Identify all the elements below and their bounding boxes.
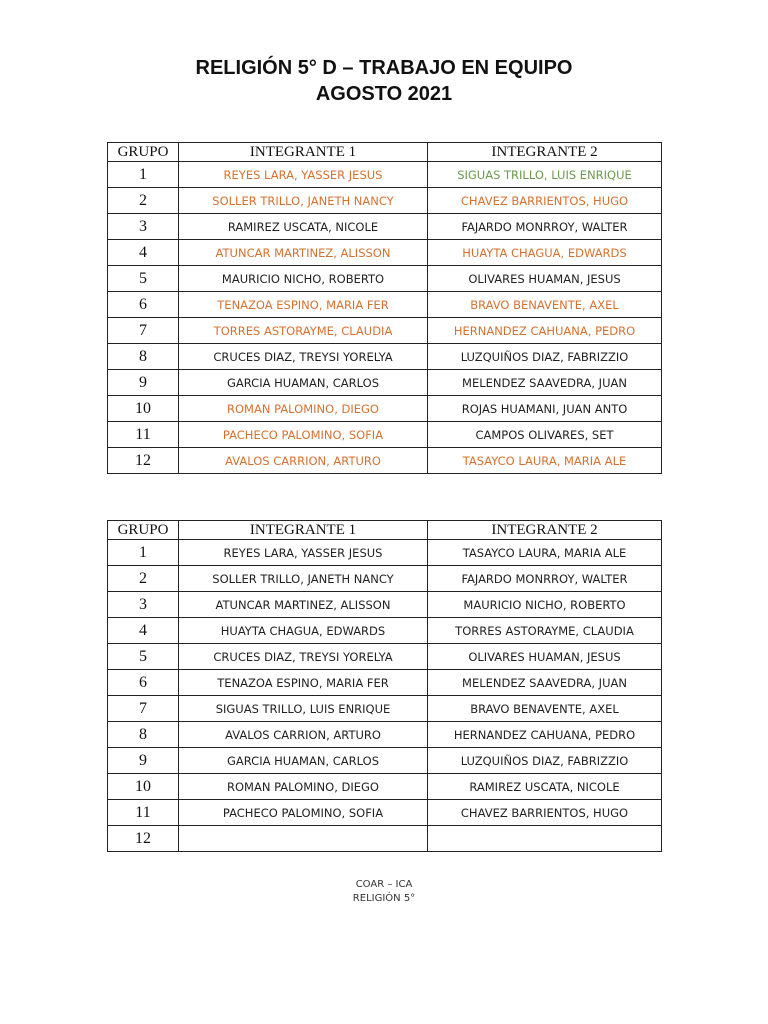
integrante-2-cell: SIGUAS TRILLO, LUIS ENRIQUE bbox=[428, 162, 662, 188]
footer-school: COAR – ICA bbox=[355, 879, 413, 890]
integrante-2-cell: BRAVO BENAVENTE, AXEL bbox=[428, 292, 662, 318]
table-row bbox=[108, 422, 662, 448]
integrante-2-cell: MAURICIO NICHO, ROBERTO bbox=[428, 592, 662, 618]
footer-subject: RELIGIÓN 5° bbox=[352, 893, 416, 904]
table-body bbox=[108, 540, 662, 852]
header-row bbox=[108, 521, 662, 540]
integrante-2-cell bbox=[428, 826, 662, 852]
integrante-1-cell: RAMIREZ USCATA, NICOLE bbox=[179, 214, 428, 240]
integrante-2-cell: HERNANDEZ CAHUANA, PEDRO bbox=[428, 318, 662, 344]
integrante-1-cell: SOLLER TRILLO, JANETH NANCY bbox=[179, 188, 428, 214]
table-row bbox=[108, 214, 662, 240]
group-number-cell: 7 bbox=[108, 318, 179, 344]
integrante-2-cell: ROJAS HUAMANI, JUAN ANTO bbox=[428, 396, 662, 422]
integrante-1-cell: GARCIA HUAMAN, CARLOS bbox=[179, 748, 428, 774]
group-number-cell: 1 bbox=[108, 162, 179, 188]
integrante-1-cell: AVALOS CARRION, ARTURO bbox=[179, 722, 428, 748]
table-row bbox=[108, 774, 662, 800]
integrante-2-cell: TASAYCO LAURA, MARIA ALE bbox=[428, 540, 662, 566]
integrante-1-cell: GARCIA HUAMAN, CARLOS bbox=[179, 370, 428, 396]
table-row bbox=[108, 292, 662, 318]
table-row bbox=[108, 396, 662, 422]
group-number-cell: 10 bbox=[108, 396, 179, 422]
group-number-cell: 9 bbox=[108, 370, 179, 396]
integrante-2-cell: HUAYTA CHAGUA, EDWARDS bbox=[428, 240, 662, 266]
group-number-cell: 8 bbox=[108, 344, 179, 370]
table-row bbox=[108, 748, 662, 774]
group-number-cell: 6 bbox=[108, 292, 179, 318]
integrante-2-cell: CHAVEZ BARRIENTOS, HUGO bbox=[428, 800, 662, 826]
header-integrante-1: INTEGRANTE 1 bbox=[179, 521, 428, 540]
header-integrante-1: INTEGRANTE 1 bbox=[179, 143, 428, 162]
integrante-2-cell: MELENDEZ SAAVEDRA, JUAN bbox=[428, 370, 662, 396]
group-number-cell: 2 bbox=[108, 566, 179, 592]
group-number-cell: 12 bbox=[108, 448, 179, 474]
group-number-cell: 6 bbox=[108, 670, 179, 696]
group-number-cell: 11 bbox=[108, 800, 179, 826]
integrante-2-cell: FAJARDO MONRROY, WALTER bbox=[428, 214, 662, 240]
integrante-1-cell: AVALOS CARRION, ARTURO bbox=[179, 448, 428, 474]
table-row bbox=[108, 266, 662, 292]
integrante-2-cell: BRAVO BENAVENTE, AXEL bbox=[428, 696, 662, 722]
header-grupo: GRUPO bbox=[108, 143, 179, 162]
integrante-2-cell: MELENDEZ SAAVEDRA, JUAN bbox=[428, 670, 662, 696]
document-title: RELIGIÓN 5° D – TRABAJO EN EQUIPO bbox=[195, 57, 573, 79]
integrante-2-cell: CAMPOS OLIVARES, SET bbox=[428, 422, 662, 448]
integrante-1-cell: ATUNCAR MARTINEZ, ALISSON bbox=[179, 240, 428, 266]
table-row bbox=[108, 722, 662, 748]
group-number-cell: 12 bbox=[108, 826, 179, 852]
table-row bbox=[108, 592, 662, 618]
group-number-cell: 9 bbox=[108, 748, 179, 774]
table-row bbox=[108, 696, 662, 722]
table-row bbox=[108, 318, 662, 344]
table-row bbox=[108, 344, 662, 370]
table-row bbox=[108, 162, 662, 188]
header-row bbox=[108, 143, 662, 162]
group-number-cell: 5 bbox=[108, 644, 179, 670]
integrante-1-cell: ROMAN PALOMINO, DIEGO bbox=[179, 774, 428, 800]
group-number-cell: 8 bbox=[108, 722, 179, 748]
integrante-1-cell: MAURICIO NICHO, ROBERTO bbox=[179, 266, 428, 292]
integrante-1-cell bbox=[179, 826, 428, 852]
table-row bbox=[108, 188, 662, 214]
header-grupo: GRUPO bbox=[108, 521, 179, 540]
group-number-cell: 4 bbox=[108, 618, 179, 644]
group-number-cell: 10 bbox=[108, 774, 179, 800]
integrante-2-cell: LUZQUIÑOS DIAZ, FABRIZZIO bbox=[428, 344, 662, 370]
integrante-1-cell: ATUNCAR MARTINEZ, ALISSON bbox=[179, 592, 428, 618]
integrante-1-cell: ROMAN PALOMINO, DIEGO bbox=[179, 396, 428, 422]
integrante-2-cell: TASAYCO LAURA, MARIA ALE bbox=[428, 448, 662, 474]
table-row bbox=[108, 448, 662, 474]
integrante-2-cell: OLIVARES HUAMAN, JESUS bbox=[428, 266, 662, 292]
header-integrante-2: INTEGRANTE 2 bbox=[428, 143, 662, 162]
table-row bbox=[108, 644, 662, 670]
integrante-1-cell: REYES LARA, YASSER JESUS bbox=[179, 540, 428, 566]
table-row bbox=[108, 370, 662, 396]
integrante-2-cell: CHAVEZ BARRIENTOS, HUGO bbox=[428, 188, 662, 214]
group-number-cell: 7 bbox=[108, 696, 179, 722]
group-number-cell: 2 bbox=[108, 188, 179, 214]
team-table-2 bbox=[107, 520, 662, 852]
integrante-1-cell: REYES LARA, YASSER JESUS bbox=[179, 162, 428, 188]
integrante-2-cell: HERNANDEZ CAHUANA, PEDRO bbox=[428, 722, 662, 748]
table-row bbox=[108, 800, 662, 826]
table-body bbox=[108, 162, 662, 474]
group-number-cell: 1 bbox=[108, 540, 179, 566]
integrante-2-cell: RAMIREZ USCATA, NICOLE bbox=[428, 774, 662, 800]
group-number-cell: 3 bbox=[108, 214, 179, 240]
table-row bbox=[108, 566, 662, 592]
team-table-1 bbox=[107, 142, 662, 474]
header-integrante-2: INTEGRANTE 2 bbox=[428, 521, 662, 540]
integrante-1-cell: TENAZOA ESPINO, MARIA FER bbox=[179, 670, 428, 696]
table-header bbox=[108, 521, 662, 540]
group-number-cell: 11 bbox=[108, 422, 179, 448]
table-row bbox=[108, 540, 662, 566]
integrante-2-cell: FAJARDO MONRROY, WALTER bbox=[428, 566, 662, 592]
group-number-cell: 3 bbox=[108, 592, 179, 618]
integrante-1-cell: HUAYTA CHAGUA, EDWARDS bbox=[179, 618, 428, 644]
integrante-1-cell: SOLLER TRILLO, JANETH NANCY bbox=[179, 566, 428, 592]
integrante-2-cell: TORRES ASTORAYME, CLAUDIA bbox=[428, 618, 662, 644]
integrante-1-cell: CRUCES DIAZ, TREYSI YORELYA bbox=[179, 644, 428, 670]
integrante-1-cell: SIGUAS TRILLO, LUIS ENRIQUE bbox=[179, 696, 428, 722]
integrante-1-cell: TENAZOA ESPINO, MARIA FER bbox=[179, 292, 428, 318]
table-header bbox=[108, 143, 662, 162]
integrante-1-cell: CRUCES DIAZ, TREYSI YORELYA bbox=[179, 344, 428, 370]
integrante-1-cell: PACHECO PALOMINO, SOFIA bbox=[179, 422, 428, 448]
group-number-cell: 4 bbox=[108, 240, 179, 266]
integrante-2-cell: OLIVARES HUAMAN, JESUS bbox=[428, 644, 662, 670]
integrante-1-cell: TORRES ASTORAYME, CLAUDIA bbox=[179, 318, 428, 344]
document-subtitle: AGOSTO 2021 bbox=[315, 83, 453, 105]
table-row bbox=[108, 670, 662, 696]
group-number-cell: 5 bbox=[108, 266, 179, 292]
integrante-1-cell: PACHECO PALOMINO, SOFIA bbox=[179, 800, 428, 826]
integrante-2-cell: LUZQUIÑOS DIAZ, FABRIZZIO bbox=[428, 748, 662, 774]
table-row bbox=[108, 618, 662, 644]
table-row bbox=[108, 826, 662, 852]
table-row bbox=[108, 240, 662, 266]
